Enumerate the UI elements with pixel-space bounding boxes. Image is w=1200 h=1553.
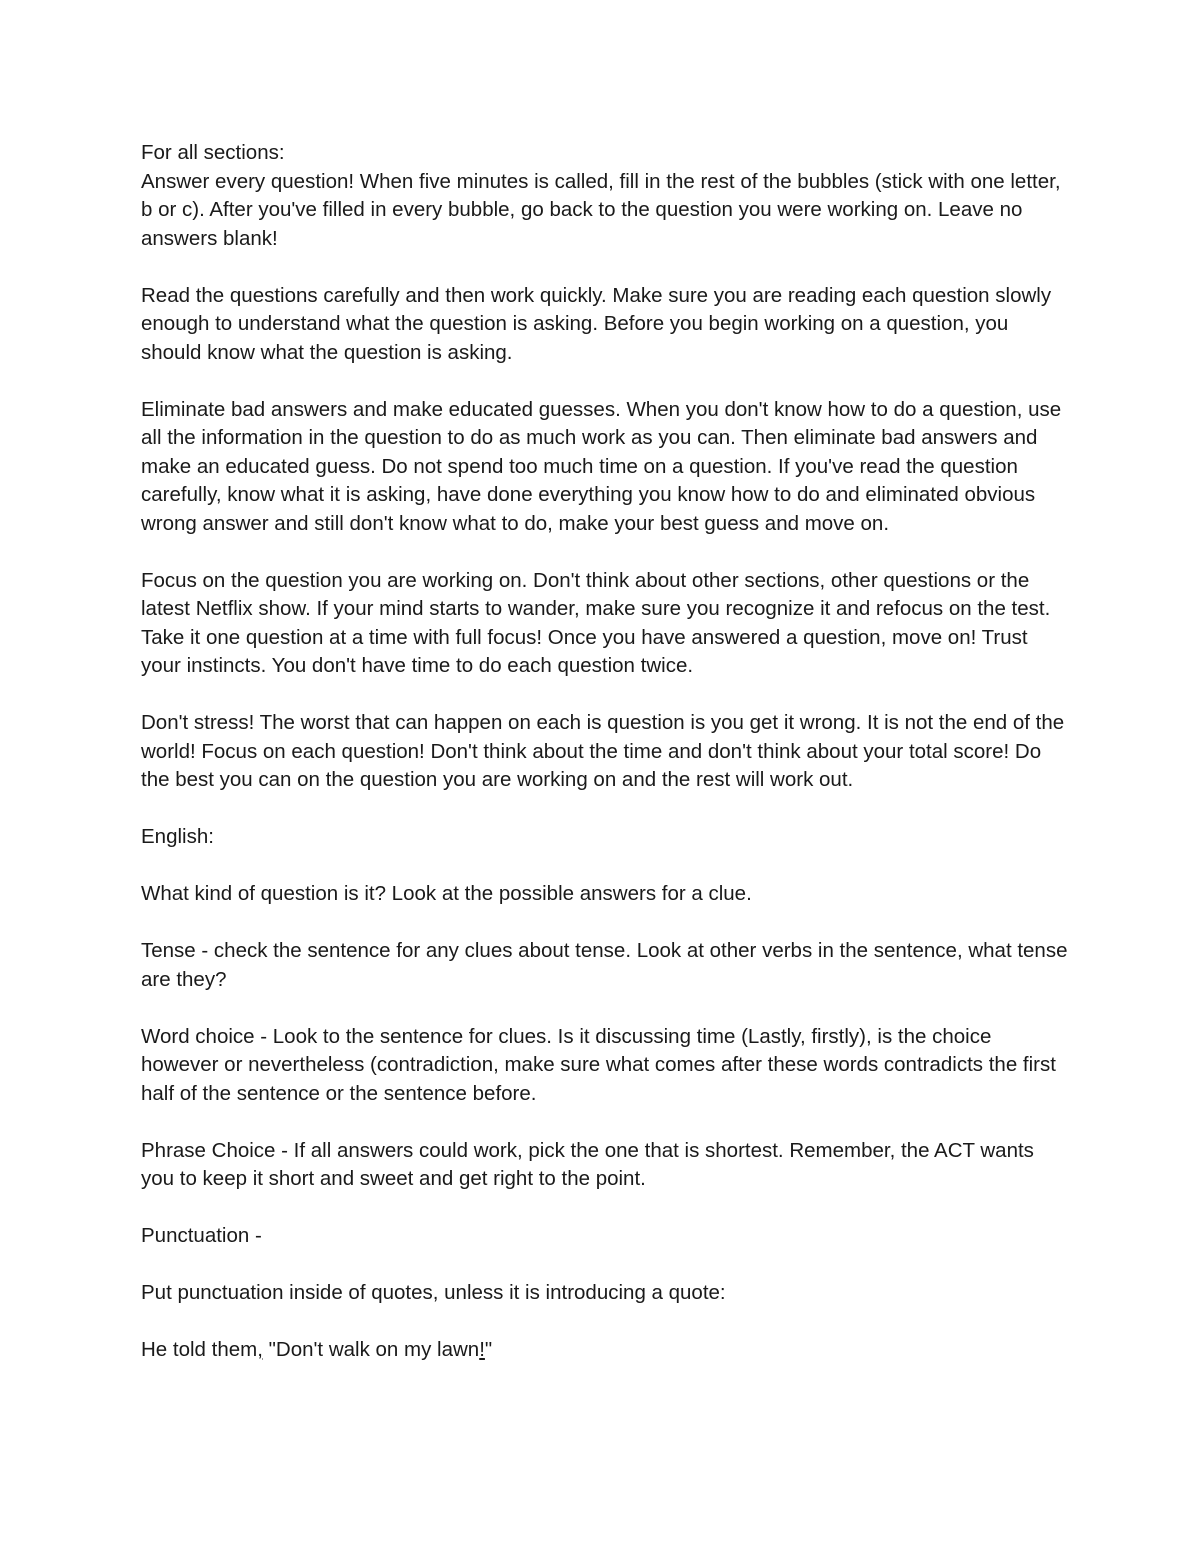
paragraph-read-carefully: Read the questions carefully and then work quickly. Make sure you are reading each question slowly enough to understand what the question is asking. Before you begin working on a question, you should know what the question is asking.	[141, 283, 1052, 364]
section-heading-english: English:	[141, 825, 214, 848]
paragraph-punctuation-rule: Put punctuation inside of quotes, unless it is introducing a quote:	[141, 1281, 726, 1304]
example-closing-quote: "	[484, 1338, 493, 1361]
example-underlined-exclamation: !	[479, 1338, 485, 1361]
example-text-start: He told them	[141, 1338, 258, 1361]
example-underlined-comma: ,	[257, 1338, 263, 1361]
paragraph-word-choice: Word choice - Look to the sentence for clues. Is it discussing time (Lastly, firstly), is the choice however or nevertheless (contradiction, make sure what comes after these words contradicts the first half of the sentence or the sentence before.	[141, 1024, 1056, 1105]
paragraph-punctuation-heading: Punctuation -	[141, 1224, 262, 1247]
paragraph-kind-of-question: What kind of question is it? Look at the possible answers for a clue.	[141, 882, 752, 905]
paragraph-phrase-choice: Phrase Choice - If all answers could work, pick the one that is shortest. Remember, the ACT wants you to keep it short and sweet and get right to the point.	[141, 1138, 1034, 1190]
paragraph-tense: Tense - check the sentence for any clues about tense. Look at other verbs in the sentence, what tense are they?	[141, 939, 1068, 991]
paragraph-eliminate-bad-answers: Eliminate bad answers and make educated guesses. When you don't know how to do a question, use all the information in the question to do as much work as you can. Then eliminate bad answers and make an educated guess. Do not spend too much time on a question. If you've read the question carefully, know what it is asking, have done everything you know how to do and eliminated obvious wrong answer and still don't know what to do, make your best guess and move on.	[141, 397, 1062, 535]
document-body	[141, 139, 1071, 1393]
paragraph-answer-every-question: Answer every question! When five minutes is called, fill in the rest of the bubbles (stick with one letter, b or c). After you've filled in every bubble, go back to the question you were working on. Leave no answers blank!	[141, 169, 1061, 250]
paragraph-dont-stress: Don't stress! The worst that can happen on each is question is you get it wrong. It is not the end of the world! Focus on each question! Don't think about the time and don't think about your total score! Do the best you can on the question you are working on and the rest will work out.	[141, 711, 1065, 791]
example-quote-text: "Don't walk on my lawn	[262, 1338, 480, 1361]
paragraph-punctuation-example	[141, 1336, 1071, 1365]
paragraph-focus: Focus on the question you are working on. Don't think about other sections, other questions or the latest Netflix show. If your mind starts to wander, make sure you recognize it and refocus on the test. Take it one question at a time with full focus! Once you have answered a question, move on! Trust your instincts. You don't have time to do each question twice.	[141, 568, 1051, 677]
section-heading-all-sections: For all sections:	[141, 141, 285, 164]
